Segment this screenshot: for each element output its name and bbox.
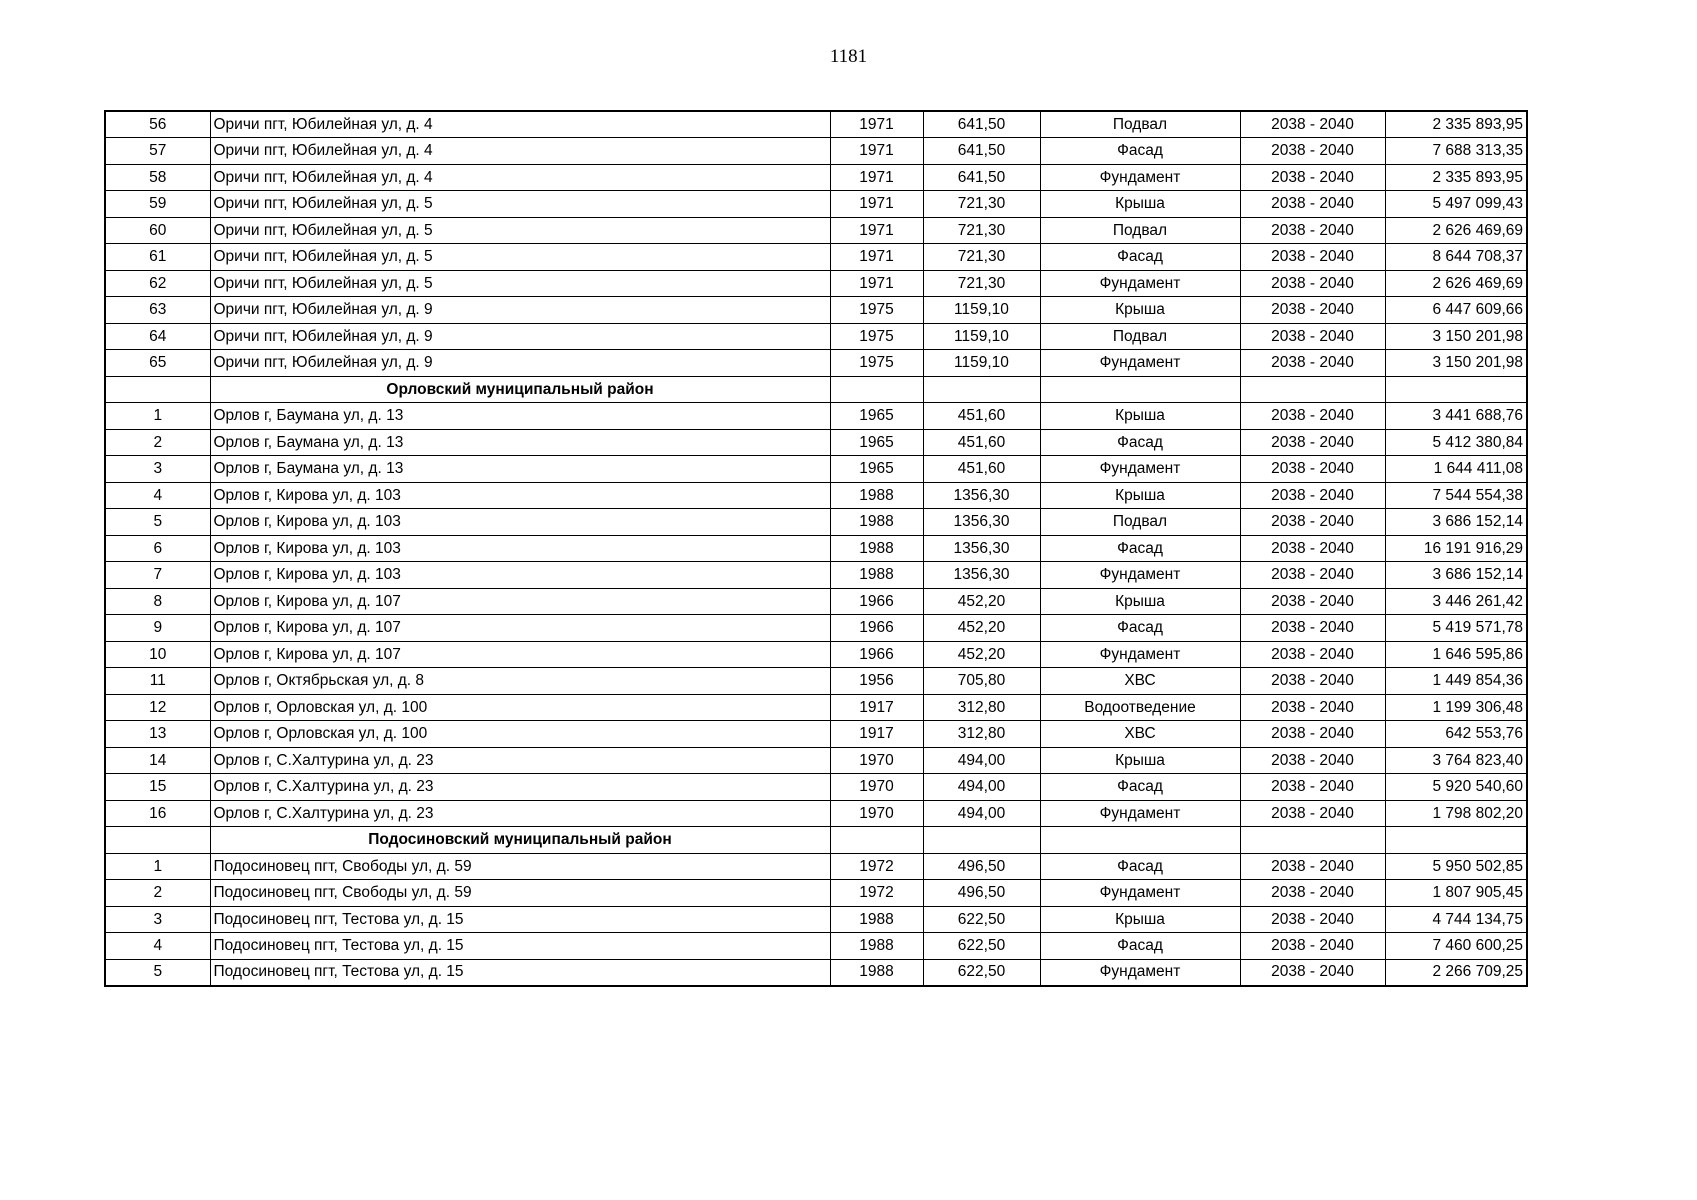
row-number: 7 (105, 562, 210, 589)
registry-table (104, 110, 1528, 987)
row-number: 13 (105, 721, 210, 748)
row-number: 14 (105, 747, 210, 774)
year-cell: 1971 (830, 270, 923, 297)
work-type-cell (1040, 827, 1240, 854)
row-number: 60 (105, 217, 210, 244)
address-cell: Орлов г, Кирова ул, д. 107 (210, 641, 830, 668)
work-type-cell (1040, 376, 1240, 403)
work-type-cell: Фасад (1040, 244, 1240, 271)
work-type-cell: Крыша (1040, 482, 1240, 509)
row-number: 56 (105, 111, 210, 138)
period-cell (1240, 827, 1385, 854)
table-row (105, 217, 1527, 244)
area-cell: 451,60 (923, 456, 1040, 483)
cost-cell: 1 199 306,48 (1385, 694, 1527, 721)
year-cell: 1988 (830, 933, 923, 960)
cost-cell: 1 644 411,08 (1385, 456, 1527, 483)
area-cell: 1356,30 (923, 535, 1040, 562)
table-row (105, 588, 1527, 615)
work-type-cell: Крыша (1040, 588, 1240, 615)
cost-cell: 642 553,76 (1385, 721, 1527, 748)
year-cell: 1965 (830, 403, 923, 430)
address-cell: Орлов г, Октябрьская ул, д. 8 (210, 668, 830, 695)
period-cell: 2038 - 2040 (1240, 482, 1385, 509)
period-cell: 2038 - 2040 (1240, 721, 1385, 748)
cost-cell: 7 544 554,38 (1385, 482, 1527, 509)
row-number (105, 827, 210, 854)
row-number: 6 (105, 535, 210, 562)
work-type-cell: Фундамент (1040, 800, 1240, 827)
year-cell: 1971 (830, 191, 923, 218)
cost-cell: 3 686 152,14 (1385, 562, 1527, 589)
table-row (105, 721, 1527, 748)
work-type-cell: Фундамент (1040, 641, 1240, 668)
period-cell: 2038 - 2040 (1240, 853, 1385, 880)
cost-cell: 5 419 571,78 (1385, 615, 1527, 642)
address-cell: Орлов г, С.Халтурина ул, д. 23 (210, 774, 830, 801)
period-cell: 2038 - 2040 (1240, 933, 1385, 960)
period-cell: 2038 - 2040 (1240, 429, 1385, 456)
page-number: 1181 (829, 46, 868, 67)
area-cell: 622,50 (923, 906, 1040, 933)
period-cell: 2038 - 2040 (1240, 906, 1385, 933)
table-row (105, 800, 1527, 827)
period-cell: 2038 - 2040 (1240, 138, 1385, 165)
work-type-cell: Фундамент (1040, 270, 1240, 297)
table-row (105, 509, 1527, 536)
year-cell: 1988 (830, 959, 923, 986)
cost-cell: 2 626 469,69 (1385, 270, 1527, 297)
address-cell: Оричи пгт, Юбилейная ул, д. 9 (210, 323, 830, 350)
cost-cell: 8 644 708,37 (1385, 244, 1527, 271)
area-cell: 494,00 (923, 800, 1040, 827)
year-cell: 1988 (830, 482, 923, 509)
period-cell: 2038 - 2040 (1240, 297, 1385, 324)
cost-cell: 7 688 313,35 (1385, 138, 1527, 165)
period-cell: 2038 - 2040 (1240, 191, 1385, 218)
address-cell: Оричи пгт, Юбилейная ул, д. 9 (210, 297, 830, 324)
row-number: 58 (105, 164, 210, 191)
area-cell: 641,50 (923, 164, 1040, 191)
area-cell: 1159,10 (923, 323, 1040, 350)
row-number: 16 (105, 800, 210, 827)
area-cell: 496,50 (923, 880, 1040, 907)
cost-cell: 3 150 201,98 (1385, 323, 1527, 350)
period-cell: 2038 - 2040 (1240, 694, 1385, 721)
area-cell: 721,30 (923, 191, 1040, 218)
work-type-cell: Подвал (1040, 217, 1240, 244)
period-cell: 2038 - 2040 (1240, 535, 1385, 562)
row-number: 8 (105, 588, 210, 615)
year-cell: 1972 (830, 853, 923, 880)
area-cell: 451,60 (923, 403, 1040, 430)
work-type-cell: Фасад (1040, 429, 1240, 456)
cost-cell: 1 798 802,20 (1385, 800, 1527, 827)
period-cell: 2038 - 2040 (1240, 403, 1385, 430)
table-row (105, 456, 1527, 483)
period-cell: 2038 - 2040 (1240, 959, 1385, 986)
work-type-cell: Крыша (1040, 191, 1240, 218)
year-cell: 1971 (830, 244, 923, 271)
cost-cell: 7 460 600,25 (1385, 933, 1527, 960)
address-cell: Оричи пгт, Юбилейная ул, д. 4 (210, 164, 830, 191)
area-cell: 452,20 (923, 641, 1040, 668)
year-cell: 1966 (830, 641, 923, 668)
table-row (105, 668, 1527, 695)
year-cell: 1988 (830, 562, 923, 589)
period-cell: 2038 - 2040 (1240, 111, 1385, 138)
address-cell: Оричи пгт, Юбилейная ул, д. 4 (210, 138, 830, 165)
cost-cell: 3 150 201,98 (1385, 350, 1527, 377)
table-row (105, 694, 1527, 721)
address-cell: Оричи пгт, Юбилейная ул, д. 5 (210, 244, 830, 271)
year-cell: 1970 (830, 774, 923, 801)
area-cell: 494,00 (923, 747, 1040, 774)
address-cell: Подосиновец пгт, Тестова ул, д. 15 (210, 906, 830, 933)
section-title: Орловский муниципальный район (210, 376, 830, 403)
cost-cell: 5 920 540,60 (1385, 774, 1527, 801)
period-cell: 2038 - 2040 (1240, 588, 1385, 615)
row-number: 5 (105, 509, 210, 536)
table-row (105, 959, 1527, 986)
cost-cell: 2 626 469,69 (1385, 217, 1527, 244)
area-cell: 622,50 (923, 959, 1040, 986)
period-cell: 2038 - 2040 (1240, 615, 1385, 642)
address-cell: Орлов г, Баумана ул, д. 13 (210, 403, 830, 430)
row-number: 2 (105, 429, 210, 456)
work-type-cell: Крыша (1040, 906, 1240, 933)
address-cell: Оричи пгт, Юбилейная ул, д. 5 (210, 217, 830, 244)
year-cell: 1917 (830, 721, 923, 748)
cost-cell: 2 266 709,25 (1385, 959, 1527, 986)
table-row (105, 111, 1527, 138)
year-cell: 1988 (830, 906, 923, 933)
table-row (105, 880, 1527, 907)
period-cell: 2038 - 2040 (1240, 323, 1385, 350)
row-number: 9 (105, 615, 210, 642)
table-row (105, 853, 1527, 880)
period-cell: 2038 - 2040 (1240, 509, 1385, 536)
year-cell: 1965 (830, 456, 923, 483)
area-cell: 1159,10 (923, 350, 1040, 377)
work-type-cell: Фасад (1040, 138, 1240, 165)
cost-cell: 3 441 688,76 (1385, 403, 1527, 430)
address-cell: Орлов г, Кирова ул, д. 103 (210, 562, 830, 589)
address-cell: Подосиновец пгт, Свободы ул, д. 59 (210, 880, 830, 907)
period-cell (1240, 376, 1385, 403)
area-cell (923, 376, 1040, 403)
cost-cell: 2 335 893,95 (1385, 111, 1527, 138)
address-cell: Орлов г, Кирова ул, д. 103 (210, 535, 830, 562)
table-row (105, 933, 1527, 960)
year-cell: 1971 (830, 138, 923, 165)
year-cell: 1975 (830, 323, 923, 350)
year-cell: 1971 (830, 164, 923, 191)
row-number: 61 (105, 244, 210, 271)
address-cell: Орлов г, Кирова ул, д. 103 (210, 482, 830, 509)
cost-cell: 2 335 893,95 (1385, 164, 1527, 191)
year-cell: 1975 (830, 350, 923, 377)
table-row (105, 482, 1527, 509)
address-cell: Подосиновец пгт, Свободы ул, д. 59 (210, 853, 830, 880)
work-type-cell: Водоотведение (1040, 694, 1240, 721)
address-cell: Орлов г, С.Халтурина ул, д. 23 (210, 747, 830, 774)
year-cell: 1971 (830, 111, 923, 138)
table-row (105, 403, 1527, 430)
period-cell: 2038 - 2040 (1240, 244, 1385, 271)
table-row (105, 297, 1527, 324)
address-cell: Оричи пгт, Юбилейная ул, д. 4 (210, 111, 830, 138)
year-cell: 1970 (830, 800, 923, 827)
work-type-cell: Крыша (1040, 403, 1240, 430)
row-number: 12 (105, 694, 210, 721)
table-row (105, 747, 1527, 774)
work-type-cell: Фундамент (1040, 456, 1240, 483)
work-type-cell: ХВС (1040, 721, 1240, 748)
cost-cell: 4 744 134,75 (1385, 906, 1527, 933)
period-cell: 2038 - 2040 (1240, 217, 1385, 244)
table-row (105, 906, 1527, 933)
work-type-cell: Фундамент (1040, 350, 1240, 377)
area-cell: 496,50 (923, 853, 1040, 880)
cost-cell: 3 686 152,14 (1385, 509, 1527, 536)
table-body (105, 111, 1527, 986)
work-type-cell: Подвал (1040, 111, 1240, 138)
row-number: 2 (105, 880, 210, 907)
year-cell (830, 827, 923, 854)
address-cell: Орлов г, С.Халтурина ул, д. 23 (210, 800, 830, 827)
area-cell: 705,80 (923, 668, 1040, 695)
area-cell: 452,20 (923, 588, 1040, 615)
area-cell: 452,20 (923, 615, 1040, 642)
work-type-cell: Фундамент (1040, 164, 1240, 191)
area-cell: 1356,30 (923, 509, 1040, 536)
area-cell: 1356,30 (923, 562, 1040, 589)
section-header-row (105, 827, 1527, 854)
row-number: 3 (105, 906, 210, 933)
row-number: 1 (105, 403, 210, 430)
area-cell: 312,80 (923, 694, 1040, 721)
address-cell: Подосиновец пгт, Тестова ул, д. 15 (210, 959, 830, 986)
period-cell: 2038 - 2040 (1240, 800, 1385, 827)
work-type-cell: Фундамент (1040, 880, 1240, 907)
period-cell: 2038 - 2040 (1240, 668, 1385, 695)
area-cell: 312,80 (923, 721, 1040, 748)
address-cell: Оричи пгт, Юбилейная ул, д. 5 (210, 191, 830, 218)
work-type-cell: Крыша (1040, 297, 1240, 324)
work-type-cell: Фасад (1040, 535, 1240, 562)
row-number: 4 (105, 933, 210, 960)
address-cell: Орлов г, Кирова ул, д. 107 (210, 615, 830, 642)
address-cell: Орлов г, Баумана ул, д. 13 (210, 456, 830, 483)
area-cell: 721,30 (923, 217, 1040, 244)
cost-cell: 1 646 595,86 (1385, 641, 1527, 668)
period-cell: 2038 - 2040 (1240, 747, 1385, 774)
row-number: 11 (105, 668, 210, 695)
year-cell: 1972 (830, 880, 923, 907)
work-type-cell: Крыша (1040, 747, 1240, 774)
row-number: 63 (105, 297, 210, 324)
year-cell: 1971 (830, 217, 923, 244)
period-cell: 2038 - 2040 (1240, 880, 1385, 907)
area-cell: 1159,10 (923, 297, 1040, 324)
table-row (105, 641, 1527, 668)
address-cell: Орлов г, Кирова ул, д. 107 (210, 588, 830, 615)
address-cell: Орлов г, Кирова ул, д. 103 (210, 509, 830, 536)
cost-cell: 16 191 916,29 (1385, 535, 1527, 562)
area-cell: 641,50 (923, 111, 1040, 138)
address-cell: Орлов г, Баумана ул, д. 13 (210, 429, 830, 456)
work-type-cell: Фасад (1040, 933, 1240, 960)
year-cell: 1966 (830, 615, 923, 642)
row-number: 1 (105, 853, 210, 880)
work-type-cell: Фундамент (1040, 562, 1240, 589)
row-number: 59 (105, 191, 210, 218)
table-row (105, 535, 1527, 562)
cost-cell: 5 950 502,85 (1385, 853, 1527, 880)
row-number: 4 (105, 482, 210, 509)
row-number: 62 (105, 270, 210, 297)
cost-cell (1385, 827, 1527, 854)
table-row (105, 191, 1527, 218)
address-cell: Орлов г, Орловская ул, д. 100 (210, 694, 830, 721)
table-row (105, 164, 1527, 191)
period-cell: 2038 - 2040 (1240, 164, 1385, 191)
year-cell: 1975 (830, 297, 923, 324)
table-row (105, 774, 1527, 801)
year-cell (830, 376, 923, 403)
year-cell: 1966 (830, 588, 923, 615)
table-row (105, 350, 1527, 377)
cost-cell: 1 807 905,45 (1385, 880, 1527, 907)
table-row (105, 270, 1527, 297)
period-cell: 2038 - 2040 (1240, 562, 1385, 589)
area-cell (923, 827, 1040, 854)
row-number: 5 (105, 959, 210, 986)
row-number: 65 (105, 350, 210, 377)
area-cell: 641,50 (923, 138, 1040, 165)
row-number: 3 (105, 456, 210, 483)
work-type-cell: Подвал (1040, 509, 1240, 536)
area-cell: 721,30 (923, 270, 1040, 297)
area-cell: 1356,30 (923, 482, 1040, 509)
table-row (105, 138, 1527, 165)
period-cell: 2038 - 2040 (1240, 350, 1385, 377)
work-type-cell: Фасад (1040, 615, 1240, 642)
year-cell: 1988 (830, 509, 923, 536)
section-title: Подосиновский муниципальный район (210, 827, 830, 854)
work-type-cell: ХВС (1040, 668, 1240, 695)
table-row (105, 244, 1527, 271)
period-cell: 2038 - 2040 (1240, 641, 1385, 668)
address-cell: Оричи пгт, Юбилейная ул, д. 5 (210, 270, 830, 297)
cost-cell: 5 497 099,43 (1385, 191, 1527, 218)
table-row (105, 429, 1527, 456)
row-number: 15 (105, 774, 210, 801)
table-row (105, 562, 1527, 589)
table-row (105, 615, 1527, 642)
year-cell: 1917 (830, 694, 923, 721)
row-number: 10 (105, 641, 210, 668)
cost-cell (1385, 376, 1527, 403)
cost-cell: 5 412 380,84 (1385, 429, 1527, 456)
work-type-cell: Подвал (1040, 323, 1240, 350)
row-number: 57 (105, 138, 210, 165)
year-cell: 1965 (830, 429, 923, 456)
area-cell: 721,30 (923, 244, 1040, 271)
row-number (105, 376, 210, 403)
section-header-row (105, 376, 1527, 403)
address-cell: Подосиновец пгт, Тестова ул, д. 15 (210, 933, 830, 960)
table-row (105, 323, 1527, 350)
period-cell: 2038 - 2040 (1240, 270, 1385, 297)
cost-cell: 1 449 854,36 (1385, 668, 1527, 695)
work-type-cell: Фундамент (1040, 959, 1240, 986)
address-cell: Оричи пгт, Юбилейная ул, д. 9 (210, 350, 830, 377)
cost-cell: 3 764 823,40 (1385, 747, 1527, 774)
area-cell: 622,50 (923, 933, 1040, 960)
area-cell: 494,00 (923, 774, 1040, 801)
year-cell: 1970 (830, 747, 923, 774)
address-cell: Орлов г, Орловская ул, д. 100 (210, 721, 830, 748)
work-type-cell: Фасад (1040, 774, 1240, 801)
area-cell: 451,60 (923, 429, 1040, 456)
period-cell: 2038 - 2040 (1240, 456, 1385, 483)
year-cell: 1956 (830, 668, 923, 695)
cost-cell: 6 447 609,66 (1385, 297, 1527, 324)
work-type-cell: Фасад (1040, 853, 1240, 880)
period-cell: 2038 - 2040 (1240, 774, 1385, 801)
cost-cell: 3 446 261,42 (1385, 588, 1527, 615)
year-cell: 1988 (830, 535, 923, 562)
row-number: 64 (105, 323, 210, 350)
